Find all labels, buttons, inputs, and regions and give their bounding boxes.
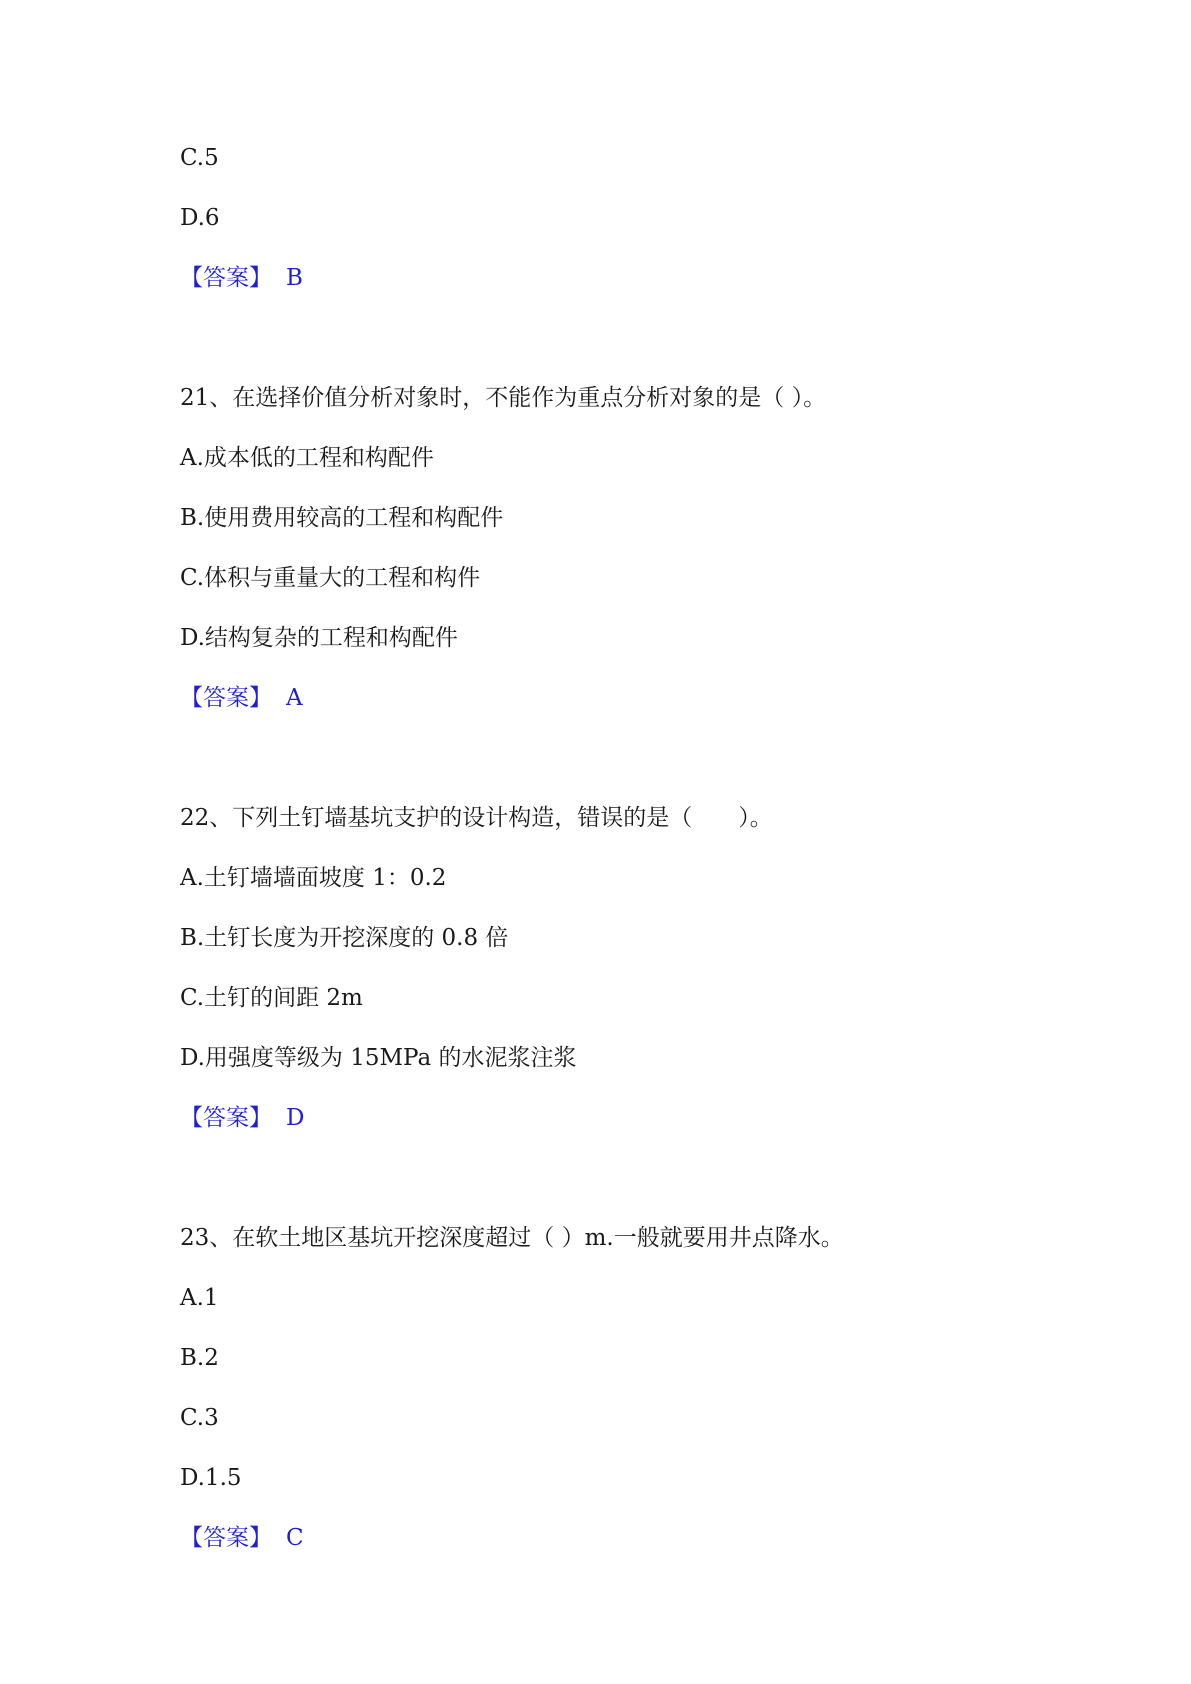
question-22-stem: 22、下列土钉墙基坑支护的设计构造，错误的是（ ）。: [180, 805, 773, 831]
question-23-stem: 23、在软土地区基坑开挖深度超过（ ）m.一般就要用井点降水。: [180, 1225, 844, 1251]
q21-answer-line: [180, 683, 303, 713]
q23-option-d: D.1.5: [180, 1465, 242, 1491]
answer-label: 【答案】: [180, 1105, 272, 1131]
answer-value: B: [286, 265, 303, 291]
answer-label: 【答案】: [180, 265, 272, 291]
q21-option-d: D.结构复杂的工程和构配件: [180, 625, 458, 651]
q23-answer-line: [180, 1523, 304, 1553]
q22-option-c: C.土钉的间距 2m: [180, 985, 363, 1011]
answer-value: A: [286, 685, 303, 711]
q22-option-b: B.土钉长度为开挖深度的 0.8 倍: [180, 925, 509, 951]
option-d: D.6: [180, 205, 220, 231]
q22-answer-line: [180, 1103, 304, 1133]
q23-option-a: A.1: [180, 1285, 219, 1311]
q21-option-c: C.体积与重量大的工程和构件: [180, 565, 481, 591]
answer-value: D: [286, 1105, 305, 1131]
answer-value: C: [286, 1525, 304, 1551]
q23-option-b: B.2: [180, 1345, 219, 1371]
answer-label: 【答案】: [180, 1525, 272, 1551]
q22-option-a: A.土钉墙墙面坡度 1：0.2: [180, 865, 447, 891]
q21-option-a: A.成本低的工程和构配件: [180, 445, 434, 471]
q21-option-b: B.使用费用较高的工程和构配件: [180, 505, 504, 531]
answer-label: 【答案】: [180, 685, 272, 711]
q23-option-c: C.3: [180, 1405, 219, 1431]
q22-option-d: D.用强度等级为 15MPa 的水泥浆注浆: [180, 1045, 577, 1071]
question-21-stem: 21、在选择价值分析对象时，不能作为重点分析对象的是（ ）。: [180, 385, 827, 411]
option-c: C.5: [180, 145, 219, 171]
answer-line: [180, 263, 303, 293]
